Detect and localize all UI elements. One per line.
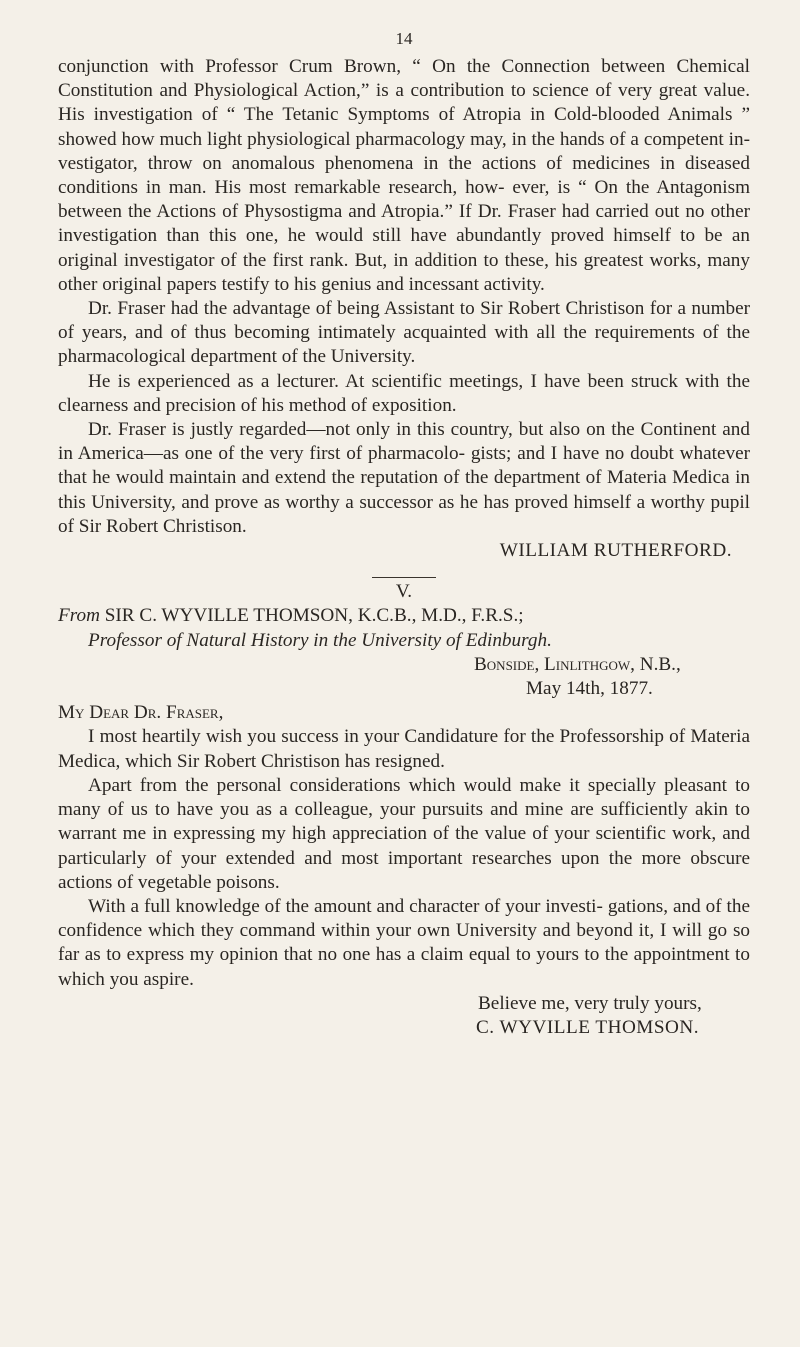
paragraph: He is experienced as a lecturer. At scientific meetings, I have been struck with the clearness and precision of his method of exposition. xyxy=(58,370,750,416)
section-number: V. xyxy=(395,581,413,603)
page-number: 14 xyxy=(395,29,413,48)
letter-date: May 14th, 1877. xyxy=(526,678,653,700)
from-prefix: From xyxy=(58,605,100,627)
paragraph: With a full knowledge of the amount and character of your investi- gations, and of the confidence which they command within your own University and beyond it, I will go so far as to express my opinion that no one has a claim equal to yours to the appointment to which you aspire. xyxy=(58,895,750,990)
letter-iv-body xyxy=(58,55,750,563)
signature-rutherford: WILLIAM RUTHERFORD. xyxy=(499,540,732,562)
from-title: Professor of Natural History in the University of Edinburgh. xyxy=(88,629,552,651)
letter-address xyxy=(474,653,750,701)
paragraph: conjunction with Professor Crum Brown, “ On the Connection between Chemical Constitution and Physiological Action,” is a contribution to science of very great value. His investigation of “ The Tetanic Symptoms of Atropia in Cold-blooded Animals ” showed how much light physiological pharmacology may, in the hands of a competent in- vestigator, throw on anomalous phenomena in the actions of medicines in diseased conditions in man. His most remarkable research, how- ever, is “ On the Antagonism between the Actions of Physostigma and Atropia.” If Dr. Fraser had carried out no other investigation than this one, he would still have abundantly proved himself to be an original investigator of the first rank. But, in addition to these, his greatest works, many other original papers testify to his genius and incessant activity. xyxy=(58,56,750,295)
paragraph: Dr. Fraser is justly regarded—not only in this country, but also on the Continent and in America—as one of the very first of pharmacolo- gists; and I have no doubt whatever that he would maintain and extend the reputation of the department of Materia Medica in this University, and prove as worthy a successor as he has proved himself a worthy pupil of Sir Robert Christison. xyxy=(58,419,750,537)
from-name: SIR C. WYVILLE THOMSON, K.C.B., M.D., F.R.S.; xyxy=(104,605,524,627)
letter-v xyxy=(58,580,750,1040)
address-line: Bonside, Linlithgow, N.B., xyxy=(474,653,681,675)
closing: Believe me, very truly yours, xyxy=(478,992,702,1014)
paragraph: Apart from the personal considerations which would make it specially pleasant to many of us to have you as a colleague, your pursuits and mine are sufficiently akin to warrant me in expressing my high appreciation of the value of your scientific work, and particularly of your extended and most important researches upon the more obscure actions of vegetable poisons. xyxy=(58,774,750,893)
signature-thomson: C. WYVILLE THOMSON. xyxy=(476,1016,700,1038)
paragraph: I most heartily wish you success in your Candidature for the Professorship of Materia Medica, which Sir Robert Christison has resigned. xyxy=(58,726,750,772)
salutation: My Dear Dr. Fraser, xyxy=(58,702,224,724)
letter-from-line xyxy=(58,604,750,628)
paragraph: Dr. Fraser had the advantage of being Assistant to Sir Robert Christison for a number of years, and of thus becoming intimately acquainted with all the requirements of the pharmacological department of the University. xyxy=(58,298,750,368)
document-page xyxy=(58,29,750,1040)
section-divider xyxy=(372,577,436,578)
